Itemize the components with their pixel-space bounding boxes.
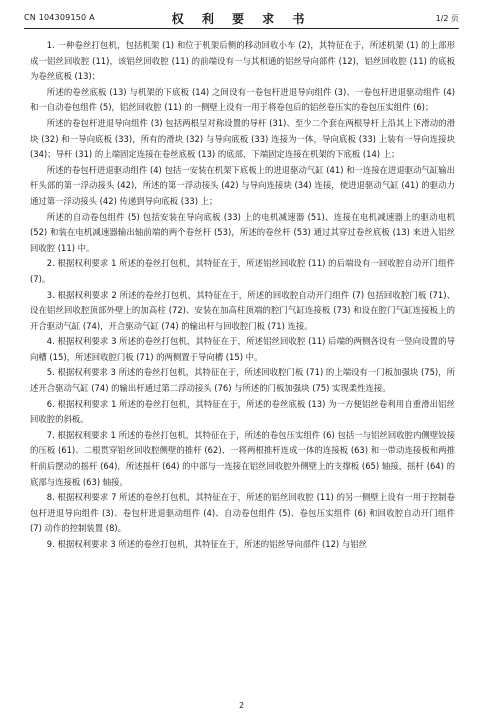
claim-paragraph: 5. 根据权利要求 3 所述的卷丝打包机，其特征在于，所述回收腔门板 (71) 的上端设有一门板加强块 (75)，所述开合驱动气缸 (74) 的输出杆通过第二浮动接头 (76) 与所述的门板加强块 (75) 实现柔性连接。 [30, 367, 455, 394]
claim-paragraph: 6. 根据权利要求 1 所述的卷丝打包机，其特征在于，所述的卷丝底板 (13) 为一方便铝丝卷利用自重滑出铝丝回收腔的斜板。 [30, 398, 455, 425]
page-indicator: 1/2 页 [435, 14, 459, 23]
claim-paragraph: 7. 根据权利要求 1 所述的卷丝打包机，其特征在于，所述的卷包压实组件 (6) 包括一与铝丝回收腔内侧壁铰接的压板 (61)、二根贯穿铝丝回收腔侧壁的推杆 (62)、一将两根推杆连成一体的连接板 (63) 和一带动连接板和两推杆前后摆动的摇杆 (64)，所述摇杆 (64) 的中部与一连接在铝丝回收腔外侧壁上的支撑板 (65) 轴接，摇杆 (64) 的底部与连接板 (63) 轴接。 [30, 429, 455, 487]
claim-paragraph: 3. 根据权利要求 2 所述的卷丝打包机，其特征在于，所述的回收腔自动开门组件 (7) 包括回收腔门板 (71)、设在铝丝回收腔顶部外壁上的加高柱 (72)、安装在加高柱顶端的腔门气缸连接板 (73) 和设在腔门气缸连接板上的开合驱动气缸 (74)，开合驱动气缸 (74) 的输出杆与回收腔门板 (71) 连接。 [30, 289, 455, 331]
claim-paragraph: 所述的卷包杆进退导向组件 (3) 包括两根呈对称设置的导杆 (31)、至少二个套在两根导杆上沿其上下滑动的滑块 (32) 和一导向底板 (33)，所有的滑块 (32) 与导向底板 (33) 连接为一体，导向底板 (33) 上装有一导向连接块 (34)；导杆 (31) 的上端固定连接在卷丝底板 (13) 的底部，下端固定连接在机架的下底板 (14) 上； [30, 117, 455, 160]
claim-paragraph: 8. 根据权利要求 7 所述的卷丝打包机，其特征在于，所述的铝丝回收腔 (11) 的另一侧壁上设有一用于控制卷包杆进退导向组件 (3)、卷包杆进退驱动组件 (4)、自动卷包组件 (5)、卷包压实组件 (6) 和回收腔自动开门组件 (7) 动作的控制装置 (8)。 [30, 492, 455, 534]
claim-paragraph: 2. 根据权利要求 1 所述的卷丝打包机，其特征在于，所述铝丝回收腔 (11) 的后端设有一回收腔自动开门组件 (7)。 [30, 258, 455, 284]
claim-paragraph: 9. 根据权利要求 3 所述的卷丝打包机，其特征在于，所述的铝丝导向部件 (12) 与铝丝 [46, 539, 367, 549]
page-footer [0, 701, 483, 710]
document-number: CN 104309150 A [24, 13, 95, 22]
page-header [24, 10, 459, 29]
document-title: 权 利 要 求 书 [171, 12, 312, 26]
claim-paragraph: 所述的自动卷包组件 (5) 包括安装在导向底板 (33) 上的电机减速器 (51)、连接在电机减速器上的驱动电机 (52) 和装在电机减速器输出轴前端的两个卷丝杆 (53)，所述的卷丝杆 (53) 通过其穿过卷丝底板 (13) 来进入铝丝回收腔 (11) 中。 [30, 211, 455, 253]
claims-body [30, 38, 455, 553]
claim-paragraph: 所述的卷丝底板 (13) 与机架的下底板 (14) 之间设有一卷包杆进退导向组件 (3)、一卷包杆进退驱动组件 (4) 和一自动卷包组件 (5)，铝丝回收腔 (11) 的一侧壁上设有一用于将卷包后的铝丝卷压实的卷包压实组件 (6)； [30, 86, 455, 113]
claim-paragraph: 所述的卷包杆进退驱动组件 (4) 包括一安装在机架下底板上的进退驱动气缸 (41) 和一连接在进退驱动气缸输出杆头部的第一浮动接头 (42)，所述的第一浮动接头 (42) 与导向连接块 (34) 连接，使进退驱动气缸 (41) 的驱动力通过第一浮动接头 (42) 传递到导向底板 (33) 上； [30, 164, 455, 206]
claim-paragraph: 4. 根据权利要求 3 所述的卷丝打包机，其特征在于，所述铝丝回收腔 (11) 后端的两侧各设有一竖向设置的导向槽 (15)，所述回收腔门板 (71) 的两侧置于导向槽 (15) 中。 [30, 336, 455, 362]
claim-paragraph: 1. 一种卷丝打包机，包括机架 (1) 和位于机架后侧的移动回收小车 (2)，其特征在于，所述机架 (1) 的上部形成一铝丝回收腔 (11)，该铝丝回收腔 (11) 的前端设有一与其相通的铝丝导向部件 (12)，铝丝回收腔 (11) 的底板为卷丝底板 (13)； [30, 40, 455, 82]
page-number: 2 [238, 701, 245, 710]
